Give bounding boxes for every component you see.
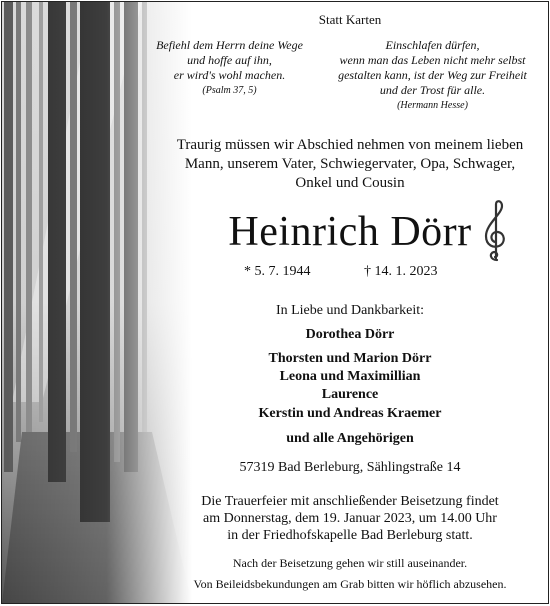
family-group [152, 350, 548, 404]
treble-clef-icon [480, 198, 512, 264]
family-member: und alle Angehörigen [286, 431, 414, 446]
bible-quote [142, 38, 317, 98]
family-member: Kerstin und Andreas Kraemer [258, 406, 442, 421]
family-heading: In Liebe und Dankbarkeit: [275, 303, 425, 318]
obituary-card [1, 1, 549, 604]
family-member: Leona und Maximillian [279, 369, 421, 384]
family-member: Thorsten und Marion Dörr [268, 351, 432, 366]
quote-line: er wird's wohl machen. [173, 68, 286, 82]
hesse-quote [320, 38, 545, 113]
service-line: Die Trauerfeier mit anschließender Beisetzung findet [201, 494, 499, 509]
quote-source: (Hermann Hesse) [397, 100, 468, 111]
quote-line: und hoffe auf ihn, [187, 53, 272, 67]
service-line: am Donnerstag, dem 19. Januar 2023, um 14.00 Uhr [203, 511, 497, 526]
quote-line: Befiehl dem Herrn deine Wege [156, 38, 303, 52]
family-group [152, 326, 548, 344]
quote-source: (Psalm 37, 5) [202, 85, 257, 96]
quote-line: gestalten kann, ist der Weg zur Freiheit [338, 68, 527, 82]
intro-line: Traurig müssen wir Abschied nehmen von meinem lieben [176, 137, 524, 153]
family-member: Dorothea Dörr [305, 327, 395, 342]
service-line: in der Friedhofskapelle Bad Berleburg statt. [227, 528, 473, 543]
service-info [152, 493, 548, 544]
intro-text [152, 136, 548, 193]
birth-date: * 5. 7. 1944 [244, 264, 311, 279]
quote-line: und der Trost für alle. [379, 83, 486, 97]
deceased-name: Heinrich Dörr [228, 209, 472, 255]
family-group [152, 405, 548, 423]
quote-line: wenn man das Leben nicht mehr selbst [339, 53, 526, 67]
address: 57319 Bad Berleburg, Sählingstraße 14 [239, 460, 461, 475]
after-burial-note: Nach der Beisetzung gehen wir still auseinander. [232, 556, 468, 570]
family-group [152, 430, 548, 448]
statt-karten-note: Statt Karten [318, 12, 382, 27]
family-member: Laurence [321, 387, 379, 402]
intro-line: Onkel und Cousin [295, 175, 405, 191]
intro-line: Mann, unserem Vater, Schwiegervater, Opa, Schwager, [184, 156, 516, 172]
quote-line: Einschlafen dürfen, [385, 38, 480, 52]
condolence-note: Von Beileidsbekundungen am Grab bitten wir höflich abzusehen. [193, 577, 507, 591]
death-date: † 14. 1. 2023 [364, 264, 438, 279]
content-area [152, 2, 548, 603]
